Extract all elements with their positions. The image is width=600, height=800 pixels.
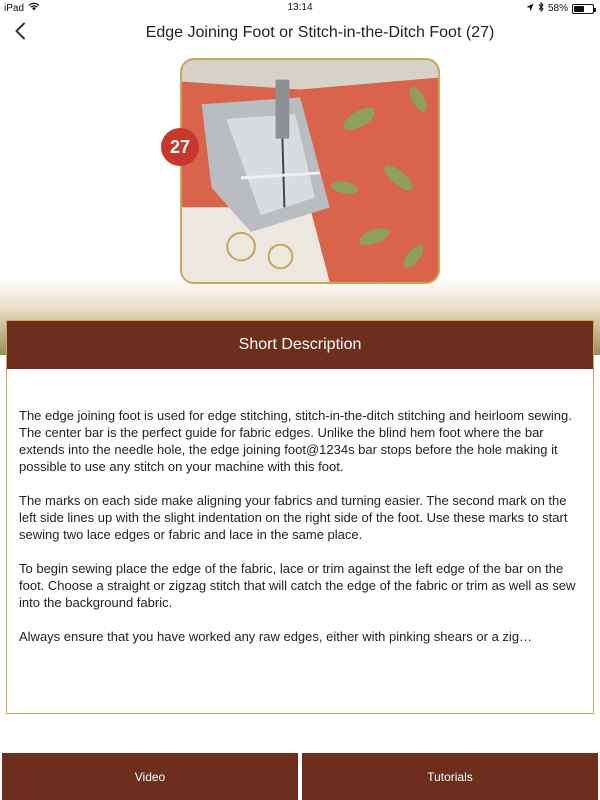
device-label: iPad bbox=[4, 2, 25, 14]
battery-icon bbox=[572, 4, 594, 14]
tutorials-button[interactable]: Tutorials bbox=[302, 753, 598, 800]
hero-section bbox=[0, 50, 600, 355]
chevron-left-icon bbox=[14, 22, 26, 45]
location-icon bbox=[526, 3, 534, 15]
foot-number-badge: 27 bbox=[161, 128, 199, 166]
description-paragraph: Always ensure that you have worked any raw edges, either with pinking shears or a zig… bbox=[19, 629, 533, 644]
status-bar bbox=[0, 0, 600, 16]
battery-percent: 58% bbox=[547, 3, 568, 14]
back-button[interactable] bbox=[6, 19, 34, 47]
nav-bar bbox=[0, 16, 600, 50]
description-paragraph: The edge joining foot is used for edge stitching, stitch-in-the-ditch stitching and heirloom sewing. The center bar is the perfect guide for fabric edges. Unlike the blind hem foot where the bar extends into the needle hole, the edge joining foot@1234s bar stops before the hole making it possible to use any stitch on your machine with this foot. bbox=[19, 408, 572, 474]
description-paragraph: To begin sewing place the edge of the fabric, lace or trim against the left edge of the bar on the foot. Choose a straight or zigzag stitch that will catch the edge of the fabric or trim as well as sew into the background fabric. bbox=[19, 561, 576, 610]
video-button[interactable]: Video bbox=[2, 753, 298, 800]
description-panel bbox=[6, 320, 594, 714]
description-header: Short Description bbox=[7, 321, 593, 369]
description-paragraph: The marks on each side make aligning your fabrics and turning easier. The second mark on the left side lines up with the slight indentation on the right side of the foot. Use these marks to start sewing two lace edges or fabric and lace in the same place. bbox=[19, 493, 568, 542]
clock: 13:14 bbox=[287, 2, 313, 13]
presser-foot-photo bbox=[180, 58, 440, 284]
bottom-tab-bar bbox=[0, 753, 600, 800]
battery-fill bbox=[574, 6, 584, 12]
bluetooth-icon bbox=[538, 2, 544, 15]
description-body[interactable] bbox=[7, 369, 593, 645]
page-title: Edge Joining Foot or Stitch-in-the-Ditch Foot (27) bbox=[145, 24, 495, 41]
